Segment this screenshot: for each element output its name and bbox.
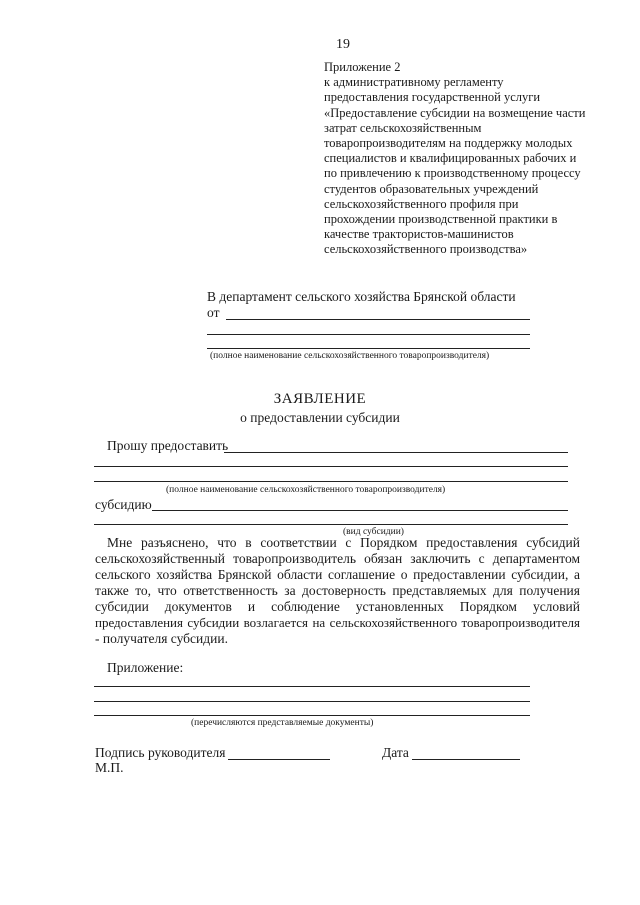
appendix-line: студентов образовательных учреждений (324, 181, 539, 196)
appendix-line: по привлечению к производственному процессу (324, 166, 581, 181)
attachment-line[interactable] (94, 686, 530, 687)
date-label: Дата (382, 745, 409, 760)
appendix-line: сельскохозяйственного производства» (324, 242, 528, 257)
appendix-line: предоставления государственной услуги (324, 90, 541, 105)
subsidy-type-caption: (вид субсидии) (343, 527, 404, 537)
date-line[interactable] (412, 759, 520, 760)
applicant-name-line-2[interactable] (94, 466, 568, 467)
subsidy-type-line[interactable] (152, 510, 568, 511)
appendix-line: качестве трактористов-машинистов (324, 227, 514, 242)
attachment-caption: (перечисляются представляемые документы) (191, 718, 374, 728)
appendix-line: товаропроизводителям на поддержку молодых (324, 136, 573, 151)
appendix-line: затрат сельскохозяйственным (324, 120, 482, 135)
document-subtitle: о предоставлении субсидии (240, 410, 400, 425)
request-label: Прошу предоставить (107, 438, 229, 453)
appendix-line: специалистов и квалифицированных рабочих и (324, 151, 577, 166)
appendix-line: к административному регламенту (324, 75, 504, 90)
paragraph-line: также то, что ответственность за достоверность представляемых для получения (95, 583, 580, 598)
paragraph-line: предоставления субсидии возлагается на сельскохозяйственного товаропроизводителя (95, 615, 580, 630)
subsidy-label: субсидию (95, 497, 152, 512)
signature-line[interactable] (228, 759, 330, 760)
document-title: ЗАЯВЛЕНИЕ (273, 391, 367, 407)
stamp-label: М.П. (95, 760, 124, 775)
from-label: от (207, 305, 220, 320)
explanation-paragraph (95, 535, 580, 647)
addressee-text: В департамент сельского хозяйства Брянской области (207, 289, 516, 304)
signature-label: Подпись руководителя (95, 745, 226, 760)
appendix-header (324, 60, 614, 258)
applicant-name-caption: (полное наименование сельскохозяйственного товаропроизводителя) (166, 485, 446, 495)
attachment-label: Приложение: (107, 660, 184, 675)
appendix-line: сельскохозяйственного профиля при (324, 196, 519, 211)
subsidy-type-line-2[interactable] (94, 524, 568, 525)
page-number: 19 (336, 37, 350, 52)
paragraph-line: сельского хозяйства Брянской области соглашение о предоставлении субсидии, а (95, 567, 580, 582)
attachment-line-2[interactable] (94, 701, 530, 702)
appendix-line: Приложение 2 (324, 60, 401, 74)
from-field-line[interactable] (226, 319, 530, 320)
attachment-line-3[interactable] (94, 715, 530, 716)
paragraph-line: - получателя субсидии. (95, 631, 228, 646)
appendix-line: «Предоставление субсидии на возмещение части (324, 105, 586, 120)
from-field-line-2[interactable] (207, 334, 530, 335)
from-field-line-3[interactable] (207, 348, 530, 349)
appendix-line: прохождении производственной практики в (324, 212, 558, 227)
addressee-caption: (полное наименование сельскохозяйственного товаропроизводителя) (210, 351, 490, 361)
paragraph-line: сельскохозяйственный товаропроизводитель обязан заключить с департаментом (95, 551, 580, 566)
paragraph-line: Мне разъяснено, что в соответствии с Порядком предоставления субсидий (107, 535, 580, 550)
applicant-name-line-3[interactable] (94, 481, 568, 482)
paragraph-line: субсидии документов и соблюдение установленных Порядком условий (95, 599, 580, 614)
applicant-name-line[interactable] (224, 452, 568, 453)
